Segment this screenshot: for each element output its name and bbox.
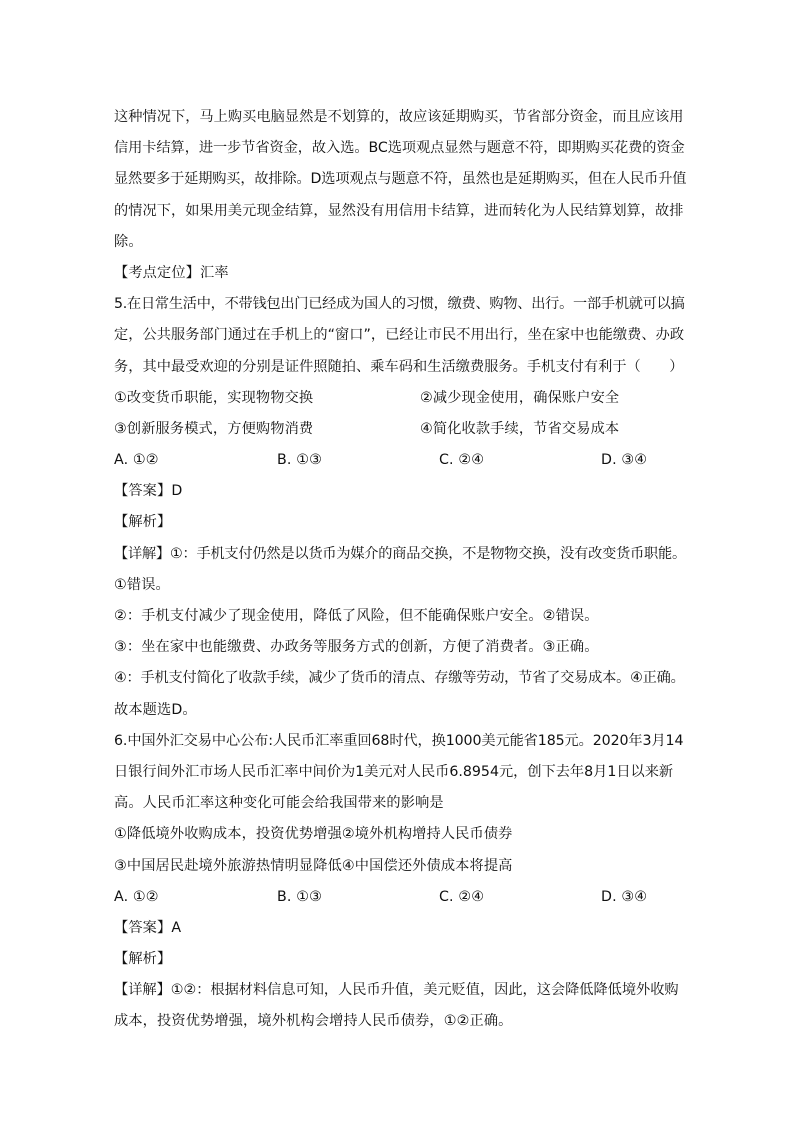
paragraph-line: 信用卡结算，进一步节省资金，故入选。BC选项观点显然与题意不符，即期购买花费的资金 xyxy=(114,140,685,157)
q5-stem-line: 5.在日常生活中，不带钱包出门已经成为国人的习惯，缴费、购物、出行。一部手机就可以搞 xyxy=(114,296,685,313)
q5-detail-line: ①错误。 xyxy=(114,576,170,593)
q5-statement: ②减少现金使用，确保账户安全 xyxy=(420,389,620,406)
q6-stem-line: 日银行间外汇市场人民币汇率中间价为1美元对人民币6.8954元，创下去年8月1日以来新 xyxy=(114,763,674,780)
q6-option-b: B. ①③ xyxy=(277,888,322,905)
q5-statement-row xyxy=(114,383,686,414)
q5-detail-line: 故本题选D。 xyxy=(114,701,197,718)
paragraph-line: 这种情况下，马上购买电脑显然是不划算的，故应该延期购买，节省部分资金，而且应该用 xyxy=(114,109,684,125)
kaodian-label: 【考点定位】汇率 xyxy=(114,264,229,281)
q6-statement-line: ①降低境外收购成本，投资优势增强②境外机构增持人民币债券 xyxy=(114,826,513,843)
q6-analysis-label: 【解析】 xyxy=(114,951,172,968)
q5-option-b: B. ①③ xyxy=(277,452,322,469)
q6-answer: 【答案】A xyxy=(114,919,182,936)
q5-statement: ①改变货币职能，实现物物交换 xyxy=(114,389,314,406)
q6-option-a: A. ①② xyxy=(114,888,159,905)
paragraph-line: 的情况下，如果用美元现金结算，显然没有用信用卡结算，进而转化为人民结算划算，故排 xyxy=(114,202,684,219)
q5-detail-line: 【详解】①：手机支付仍然是以货币为媒介的商品交换，不是物物交换，没有改变货币职能。 xyxy=(114,545,687,562)
q5-stem-line: 定，公共服务部门通过在手机上的“窗口”，已经让市民不用出行，坐在家中也能缴费、办政 xyxy=(114,327,685,344)
q5-option-d: D. ③④ xyxy=(601,452,648,469)
q6-detail-line: 成本，投资优势增强，境外机构会增持人民币债券，①②正确。 xyxy=(114,1013,513,1030)
q5-statement: ④简化收款手续，节省交易成本 xyxy=(420,420,620,437)
q5-statement-row xyxy=(114,414,686,445)
q6-option-c: C. ②④ xyxy=(439,888,485,905)
q6-stem-line: 6.中国外汇交易中心公布:人民币汇率重回68时代，换1000美元能省185元。2020年3月14 xyxy=(114,732,684,749)
q6-statement-line: ③中国居民赴境外旅游热情明显降低④中国偿还外债成本将提高 xyxy=(114,857,513,874)
q6-option-d: D. ③④ xyxy=(601,888,648,905)
paragraph-line: 除。 xyxy=(114,233,143,250)
document-body xyxy=(114,102,686,1038)
paragraph-line: 显然要多于延期购买，故排除。D选项观点与题意不符，虽然也是延期购买，但在人民币升值 xyxy=(114,171,687,188)
q5-answer: 【答案】D xyxy=(114,483,183,500)
q6-stem-line: 高。人民币汇率这种变化可能会给我国带来的影响是 xyxy=(114,795,444,812)
q5-option-c: C. ②④ xyxy=(439,452,485,469)
q6-detail-line: 【详解】①②：根据材料信息可知，人民币升值，美元贬值，因此，这会降低降低境外收购 xyxy=(114,982,679,999)
q5-stem-line: 务，其中最受欢迎的分别是证件照随拍、乘车码和生活缴费服务。手机支付有利于（ ） xyxy=(114,358,684,375)
q5-analysis-label: 【解析】 xyxy=(114,514,172,531)
q5-detail-line: ②：手机支付减少了现金使用，降低了风险，但不能确保账户安全。②错误。 xyxy=(114,608,599,624)
q5-detail-line: ③：坐在家中也能缴费、办政务等服务方式的创新，方便了消费者。③正确。 xyxy=(114,639,599,656)
q5-option-a: A. ①② xyxy=(114,452,159,469)
q5-statement: ③创新服务模式，方便购物消费 xyxy=(114,420,314,437)
q5-options-row xyxy=(114,445,686,476)
q5-detail-line: ④：手机支付简化了收款手续，减少了货币的清点、存缴等劳动，节省了交易成本。④正确。 xyxy=(114,670,685,687)
q6-options-row xyxy=(114,882,686,913)
